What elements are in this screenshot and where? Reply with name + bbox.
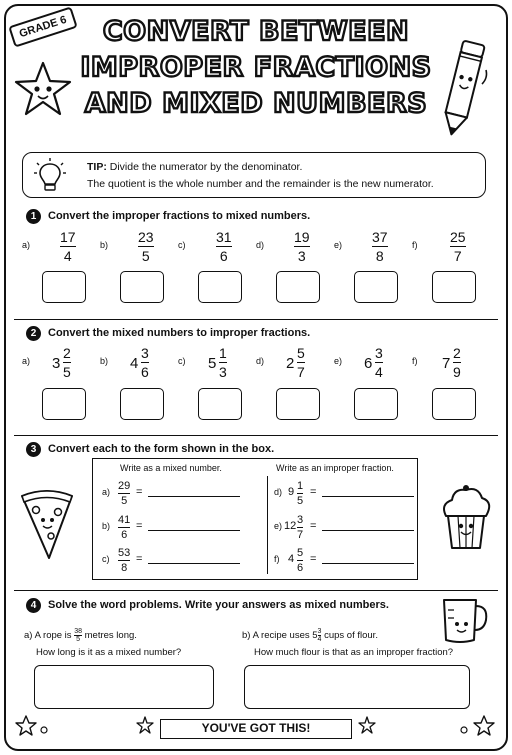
problem-a-text-end: metres long. <box>84 630 137 642</box>
item-label: e) <box>334 240 343 250</box>
problem-a-question: How long is it as a mixed number? <box>36 647 182 658</box>
fraction-bar <box>118 527 130 528</box>
denominator: 4 <box>375 364 383 380</box>
fraction <box>375 345 383 380</box>
section-3-number: 3 <box>26 442 41 457</box>
tip-text-1: Divide the numerator by the denominator. <box>106 161 303 173</box>
item-label: f) <box>412 356 418 366</box>
fraction <box>219 345 227 380</box>
answer-line[interactable] <box>322 496 414 497</box>
fraction <box>450 229 466 264</box>
answer-box[interactable] <box>432 388 476 420</box>
answer-line[interactable] <box>322 563 414 564</box>
item-label: a) <box>22 240 31 250</box>
item-label: b) <box>102 521 111 531</box>
whole-number: 3 <box>52 355 61 372</box>
problem-b-numerator: 3 <box>317 628 322 635</box>
numerator: 3 <box>297 514 304 526</box>
numerator: 5 <box>297 547 304 559</box>
fraction-bar <box>63 362 71 363</box>
numerator: 1 <box>297 480 304 492</box>
answer-box[interactable] <box>354 388 398 420</box>
answer-box[interactable] <box>120 271 164 303</box>
item-label: d) <box>274 487 283 497</box>
answer-box[interactable] <box>432 271 476 303</box>
problem-a-fraction <box>74 628 82 643</box>
answer-box[interactable] <box>276 388 320 420</box>
problem-b-text-end: cups of flour. <box>324 630 378 642</box>
answer-line[interactable] <box>148 563 240 564</box>
denominator: 6 <box>121 529 128 541</box>
fraction <box>372 229 388 264</box>
fraction-bar <box>60 246 76 247</box>
denominator: 4 <box>63 248 72 264</box>
numerator: 3 <box>141 345 149 361</box>
numerator: 2 <box>453 345 461 361</box>
fraction-bar <box>118 560 130 561</box>
divider <box>14 590 498 591</box>
item-label: f) <box>412 240 418 250</box>
problem-a-label: a) <box>24 630 33 642</box>
tip-box <box>22 152 486 198</box>
encouragement-banner: YOU'VE GOT THIS! <box>160 719 352 739</box>
fraction <box>141 345 149 380</box>
fraction-bar <box>118 493 130 494</box>
answer-box-b[interactable] <box>244 665 470 709</box>
fraction-bar <box>297 560 303 561</box>
whole-number: 9 <box>288 486 295 498</box>
whole-number: 2 <box>286 355 295 372</box>
answer-box[interactable] <box>354 271 398 303</box>
denominator: 7 <box>297 529 304 541</box>
denominator: 5 <box>297 495 304 507</box>
fraction-bar <box>453 362 461 363</box>
denominator: 3 <box>219 364 227 380</box>
equals-sign: = <box>136 520 143 532</box>
fraction-bar <box>297 493 303 494</box>
item-label: b) <box>100 356 109 366</box>
numerator: 3 <box>375 345 383 361</box>
tip-line-1 <box>87 160 302 174</box>
fraction <box>63 345 71 380</box>
numerator: 29 <box>118 480 131 492</box>
stars-icon <box>456 712 498 740</box>
right-column-heading: Write as an improper fraction. <box>276 463 394 473</box>
item-label: d) <box>256 240 265 250</box>
section-4-title: Solve the word problems. Write your answers as mixed numbers. <box>48 599 389 611</box>
problem-b-text-start: A recipe uses 5 <box>252 630 318 642</box>
denominator: 6 <box>297 562 304 574</box>
whole-number: 5 <box>208 355 217 372</box>
problem-b-label: b) <box>242 630 251 642</box>
answer-box[interactable] <box>276 271 320 303</box>
denominator: 5 <box>121 495 128 507</box>
item-label: d) <box>256 356 265 366</box>
section-2-title: Convert the mixed numbers to improper fractions. <box>48 327 311 339</box>
numerator: 31 <box>216 229 232 245</box>
item-label: e) <box>274 521 283 531</box>
fraction-bar <box>297 527 303 528</box>
numerator: 25 <box>450 229 466 245</box>
item-label: c) <box>102 554 110 564</box>
column-divider <box>267 476 268 574</box>
fraction <box>453 345 461 380</box>
fraction <box>118 480 130 507</box>
problem-b-question: How much flour is that as an improper fraction? <box>254 647 454 658</box>
smiling-pencil-icon <box>436 34 492 142</box>
smiling-star-icon <box>12 60 74 118</box>
numerator: 5 <box>297 345 305 361</box>
answer-line[interactable] <box>148 496 240 497</box>
denominator: 6 <box>219 248 228 264</box>
answer-line[interactable] <box>148 530 240 531</box>
denominator: 7 <box>297 364 305 380</box>
whole-number: 4 <box>130 355 139 372</box>
numerator: 23 <box>138 229 154 245</box>
whole-number: 7 <box>442 355 451 372</box>
star-icon <box>358 716 376 734</box>
equals-sign: = <box>310 486 317 498</box>
fraction-bar <box>219 362 227 363</box>
fraction <box>294 229 310 264</box>
answer-box-a[interactable] <box>34 665 214 709</box>
answer-line[interactable] <box>322 530 414 531</box>
answer-box[interactable] <box>120 388 164 420</box>
problem-a-numerator: 38 <box>74 628 82 635</box>
item-label: a) <box>22 356 31 366</box>
smiling-cupcake-icon <box>436 482 496 560</box>
fraction <box>297 547 303 574</box>
item-label: a) <box>102 487 111 497</box>
worksheet-title <box>80 14 432 122</box>
equals-sign: = <box>310 553 317 565</box>
fraction <box>138 229 154 264</box>
denominator: 8 <box>121 562 128 574</box>
fraction-bar <box>216 246 232 247</box>
denominator: 5 <box>141 248 150 264</box>
denominator: 6 <box>141 364 149 380</box>
fraction-bar <box>138 246 154 247</box>
smiling-measuring-cup-icon <box>436 594 492 646</box>
denominator: 5 <box>63 364 71 380</box>
divider <box>14 319 498 320</box>
numerator: 19 <box>294 229 310 245</box>
equals-sign: = <box>136 486 143 498</box>
answer-box[interactable] <box>42 271 86 303</box>
fraction-bar <box>450 246 466 247</box>
section-1-number: 1 <box>26 209 41 224</box>
fraction-bar <box>375 362 383 363</box>
numerator: 53 <box>118 547 131 559</box>
answer-box[interactable] <box>198 271 242 303</box>
whole-number: 6 <box>364 355 373 372</box>
item-label: c) <box>178 356 186 366</box>
word-problem-a <box>24 628 137 643</box>
problem-a-text-start: A rope is <box>34 630 72 642</box>
answer-box[interactable] <box>42 388 86 420</box>
problem-b-denominator: 4 <box>317 636 322 643</box>
problem-a-denominator: 5 <box>76 636 81 643</box>
lightbulb-icon <box>33 157 67 195</box>
item-label: f) <box>274 554 280 564</box>
numerator: 37 <box>372 229 388 245</box>
denominator: 8 <box>375 248 384 264</box>
left-column-heading: Write as a mixed number. <box>120 463 222 473</box>
fraction <box>297 480 303 507</box>
grade-badge: GRADE 6 <box>8 6 78 47</box>
numerator: 41 <box>118 514 131 526</box>
word-problem-b <box>242 628 378 643</box>
tip-line-2: The quotient is the whole number and the remainder is the new numerator. <box>87 178 434 190</box>
denominator: 3 <box>297 248 306 264</box>
fraction-bar <box>297 362 305 363</box>
fraction <box>60 229 76 264</box>
numerator: 1 <box>219 345 227 361</box>
section-4-number: 4 <box>26 598 41 613</box>
problem-b-fraction <box>318 628 322 643</box>
fraction-bar <box>372 246 388 247</box>
denominator: 9 <box>453 364 461 380</box>
equals-sign: = <box>136 553 143 565</box>
fraction <box>297 514 303 541</box>
section-2-number: 2 <box>26 326 41 341</box>
fraction <box>118 514 130 541</box>
fraction <box>118 547 130 574</box>
equals-sign: = <box>310 520 317 532</box>
denominator: 7 <box>453 248 462 264</box>
item-label: c) <box>178 240 186 250</box>
item-label: b) <box>100 240 109 250</box>
whole-number: 4 <box>288 553 295 565</box>
stars-icon <box>14 712 54 740</box>
tip-label: TIP: <box>87 161 107 173</box>
fraction-bar <box>294 246 310 247</box>
title-line-1: CONVERT BETWEEN <box>102 16 410 47</box>
divider <box>14 435 498 436</box>
fraction <box>297 345 305 380</box>
smiling-pizza-slice-icon <box>16 484 78 562</box>
title-line-3: AND MIXED NUMBERS <box>84 88 428 119</box>
answer-box[interactable] <box>198 388 242 420</box>
star-icon <box>136 716 154 734</box>
section-3-title: Convert each to the form shown in the box. <box>48 443 275 455</box>
whole-number: 12 <box>284 520 297 532</box>
item-label: e) <box>334 356 343 366</box>
numerator: 2 <box>63 345 71 361</box>
fraction-bar <box>141 362 149 363</box>
fraction <box>216 229 232 264</box>
section-1-title: Convert the improper fractions to mixed numbers. <box>48 210 311 222</box>
title-line-2: IMPROPER FRACTIONS <box>80 52 432 83</box>
numerator: 17 <box>60 229 76 245</box>
